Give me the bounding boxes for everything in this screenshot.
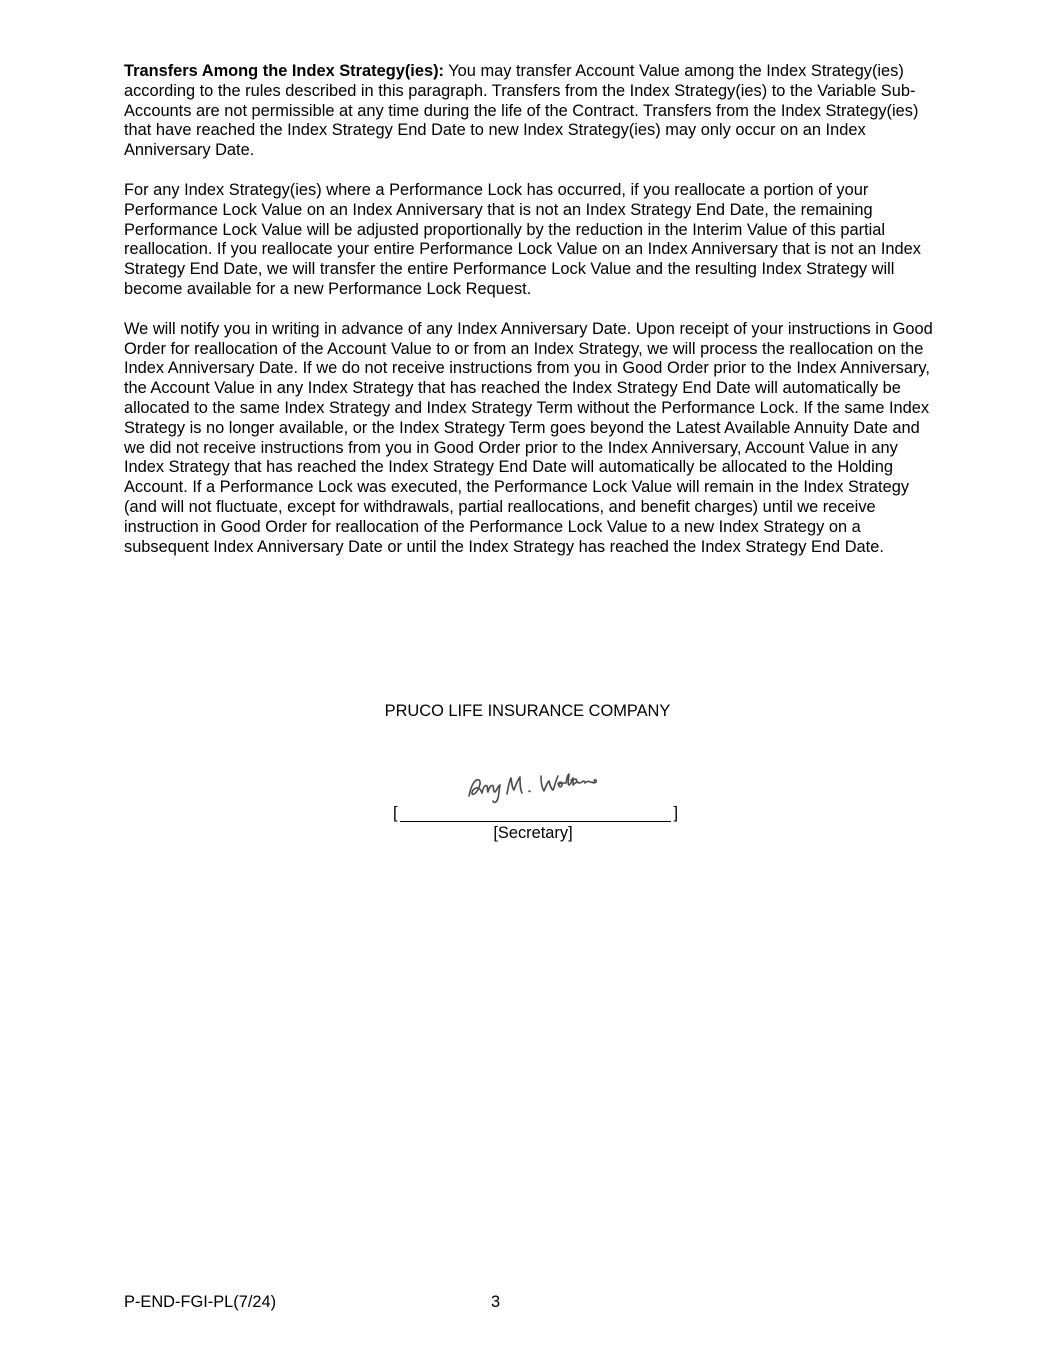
signature-line xyxy=(393,803,678,823)
paragraph-transfers xyxy=(124,62,936,161)
body-text xyxy=(124,62,936,577)
signatory-title: [Secretary] xyxy=(493,824,573,842)
form-code: P-END-FGI-PL(7/24) xyxy=(124,1293,277,1311)
signature-bracket-close: ] xyxy=(673,804,678,822)
company-name: PRUCO LIFE INSURANCE COMPANY xyxy=(384,702,671,720)
paragraph-heading: Transfers Among the Index Strategy(ies): xyxy=(124,62,444,80)
signature-bracket-open: [ xyxy=(393,804,398,822)
signature-rule xyxy=(400,821,671,822)
page-number: 3 xyxy=(491,1293,501,1311)
paragraph-performance-lock: For any Index Strategy(ies) where a Performance Lock has occurred, if you reallocate a portion of your Performance Lock Value on an Index Anniversary that is not an Index Strategy End Date, the remaining Performance Lock Value will be adjusted proportionally by the reduction in the Interim Value of this partial reallocation. If you reallocate your entire Performance Lock Value on an Index Anniversary that is not an Index Strategy End Date, we will transfer the entire Performance Lock Value and the resulting Index Strategy will become available for a new Performance Lock Request. xyxy=(124,180,921,298)
paragraph-transfers-text: You may transfer Account Value among the Index Strategy(ies) according to the rules described in this paragraph. Transfers from the Index Strategy(ies) to the Variable Sub-Accounts are not permissible at any time during the life of the Contract. Transfers from the Index Strategy(ies) that have reached the Index Strategy End Date to new Index Strategy(ies) may only occur on an Index Anniversary Date. xyxy=(124,62,919,160)
paragraph-notification: We will notify you in writing in advance of any Index Anniversary Date. Upon receipt of your instructions in Good Order for reallocation of the Account Value to or from an Index Strategy, we will process the reallocation on the Index Anniversary Date. If we do not receive instructions from you in Good Order prior to the Index Anniversary, the Account Value in any Index Strategy that has reached the Index Strategy End Date will automatically be allocated to the same Index Strategy and Index Strategy Term without the Performance Lock. If the same Index Strategy is no longer available, or the Index Strategy Term goes beyond the Latest Available Annuity Date and we did not receive instructions from you in Good Order prior to the Index Anniversary, Account Value in any Index Strategy that has reached the Index Strategy End Date will automatically be allocated to the Holding Account. If a Performance Lock was executed, the Performance Lock Value will remain in the Index Strategy (and will not fluctuate, except for withdrawals, partial reallocations, and benefit charges) until we receive instruction in Good Order for reallocation of the Performance Lock Value to a new Index Strategy on a subsequent Index Anniversary Date or until the Index Strategy has reached the Index Strategy End Date. xyxy=(124,319,933,556)
signature-image xyxy=(463,766,603,806)
